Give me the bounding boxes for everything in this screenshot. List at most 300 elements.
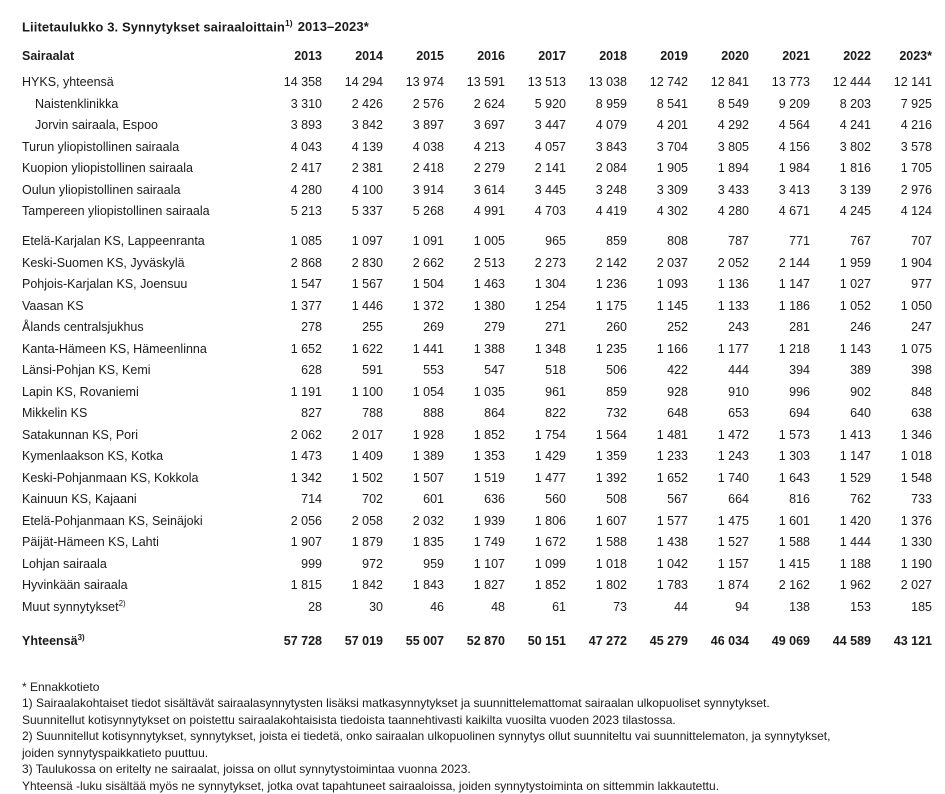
value-cell: 422 [667,363,688,378]
column-header-hospitals: Sairaalat [22,49,75,64]
value-cell: 827 [301,406,322,421]
value-cell: 714 [301,492,322,507]
value-cell: 4 201 [656,118,688,133]
value-cell: 636 [484,492,505,507]
value-cell: 3 897 [412,118,444,133]
value-cell: 2 032 [412,513,444,528]
footnote-line: joiden synnytyspaikkatieto puuttuu. [22,745,209,760]
column-header-year: 2013 [294,49,322,64]
value-cell: 2 513 [473,255,505,270]
value-cell: 1 438 [656,535,688,550]
value-cell: 1 353 [473,449,505,464]
value-cell: 732 [606,406,627,421]
hospital-name-cell: Ålands centralsjukhus [22,320,144,335]
footnote-line: 2) Suunnitellut kotisynnytykset, synnytykset, joista ei tiedetä, onko sairaalan ulkopuolinen synnytys ollut suunniteltu vai suunnittelematon, ja synnytykset, [22,729,831,744]
footnote-line: * Ennakkotieto [22,679,100,694]
hospital-name-cell: Muut synnytykset$^{2)}$ [22,598,126,614]
value-cell: 2 141 [534,161,566,176]
value-cell: 1 254 [534,298,566,313]
value-cell: 49 069 [771,633,810,648]
value-cell: 1 507 [412,470,444,485]
value-cell: 48 [491,599,505,614]
value-cell: 3 309 [656,182,688,197]
hospital-name-cell: Tampereen yliopistollinen sairaala [22,204,210,219]
value-cell: 1 529 [839,470,871,485]
value-cell: 3 433 [717,182,749,197]
value-cell: 138 [789,599,810,614]
value-cell: 247 [911,320,932,335]
table-row [22,93,932,115]
value-cell: 1 303 [778,449,810,464]
value-cell: 4 564 [778,118,810,133]
value-cell: 153 [850,599,871,614]
table-row [22,317,932,339]
value-cell: 4 213 [473,139,505,154]
value-cell: 965 [545,234,566,249]
value-cell: 1 441 [412,341,444,356]
value-cell: 1 879 [351,535,383,550]
value-cell: 2 027 [900,578,932,593]
value-cell: 1 359 [595,449,627,464]
column-header-year: 2023* [899,49,932,64]
value-cell: 859 [606,384,627,399]
hospital-name-cell: Turun yliopistollinen sairaala [22,139,180,154]
value-cell: 4 057 [534,139,566,154]
table-row [22,553,932,575]
value-cell: 1 377 [290,298,322,313]
value-cell: 46 [430,599,444,614]
value-cell: 1 392 [595,470,627,485]
value-cell: 94 [735,599,749,614]
value-cell: 560 [545,492,566,507]
value-cell: 1 907 [290,535,322,550]
value-cell: 959 [423,556,444,571]
value-cell: 252 [667,320,688,335]
column-header-year: 2018 [599,49,627,64]
value-cell: 816 [789,492,810,507]
hospital-name-cell: Päijät-Hämeen KS, Lahti [22,535,159,550]
value-cell: 3 614 [473,182,505,197]
value-cell: 14 294 [344,75,383,90]
hospital-name-cell: Pohjois-Karjalan KS, Joensuu [22,277,188,292]
value-cell: 1 346 [900,427,932,442]
value-cell: 1 473 [290,449,322,464]
value-cell: 9 209 [778,96,810,111]
value-cell: 1 233 [656,449,688,464]
value-cell: 1 962 [839,578,871,593]
value-cell: 1 852 [534,578,566,593]
hospital-name-cell: Keski-Pohjanmaan KS, Kokkola [22,470,199,485]
value-cell: 43 121 [893,633,932,648]
value-cell: 733 [911,492,932,507]
value-cell: 808 [667,234,688,249]
value-cell: 1 547 [290,277,322,292]
value-cell: 640 [850,406,871,421]
value-cell: 246 [850,320,871,335]
value-cell: 3 447 [534,118,566,133]
value-cell: 1 018 [900,449,932,464]
value-cell: 4 241 [839,118,871,133]
value-cell: 1 928 [412,427,444,442]
value-cell: 864 [484,406,505,421]
value-cell: 1 444 [839,535,871,550]
value-cell: 1 145 [656,298,688,313]
value-cell: 1 107 [473,556,505,571]
value-cell: 1 018 [595,556,627,571]
value-cell: 591 [362,363,383,378]
value-cell: 1 843 [412,578,444,593]
value-cell: 628 [301,363,322,378]
value-cell: 2 058 [351,513,383,528]
value-cell: 1 783 [656,578,688,593]
value-cell: 12 742 [649,75,688,90]
value-cell: 1 835 [412,535,444,550]
value-cell: 1 389 [412,449,444,464]
hospital-name-cell: Vaasan KS [22,298,84,313]
value-cell: 2 381 [351,161,383,176]
value-cell: 61 [552,599,566,614]
column-header-year: 2021 [782,49,810,64]
value-cell: 2 418 [412,161,444,176]
value-cell: 1 472 [717,427,749,442]
value-cell: 2 062 [290,427,322,442]
value-cell: 5 920 [534,96,566,111]
table-row [22,338,932,360]
value-cell: 1 191 [290,384,322,399]
value-cell: 28 [308,599,322,614]
value-cell: 44 [674,599,688,614]
value-cell: 8 203 [839,96,871,111]
value-cell: 1 754 [534,427,566,442]
value-cell: 1 564 [595,427,627,442]
column-header-year: 2017 [538,49,566,64]
hospital-name-cell: Mikkelin KS [22,406,88,421]
page-title-text: Liitetaulukko 3. Synnytykset sairaaloittain [22,19,285,35]
value-cell: 1 504 [412,277,444,292]
value-cell: 694 [789,406,810,421]
value-cell: 2 056 [290,513,322,528]
row-footnote-marker: 3) [77,632,85,642]
value-cell: 5 337 [351,204,383,219]
table-row [22,136,932,158]
value-cell: 55 007 [405,633,444,648]
table-row [22,424,932,446]
column-header-year: 2016 [477,49,505,64]
column-header-year: 2022 [843,49,871,64]
value-cell: 1 705 [900,161,932,176]
value-cell: 1 075 [900,341,932,356]
value-cell: 243 [728,320,749,335]
value-cell: 4 139 [351,139,383,154]
column-header-year: 2019 [660,49,688,64]
value-cell: 2 662 [412,255,444,270]
value-cell: 281 [789,320,810,335]
value-cell: 2 976 [900,182,932,197]
value-cell: 1 567 [351,277,383,292]
value-cell: 2 037 [656,255,688,270]
value-cell: 1 577 [656,513,688,528]
value-cell: 57 019 [344,633,383,648]
value-cell: 1 186 [778,298,810,313]
value-cell: 44 589 [832,633,871,648]
table-row [22,360,932,382]
value-cell: 1 894 [717,161,749,176]
value-cell: 5 213 [290,204,322,219]
value-cell: 8 549 [717,96,749,111]
value-cell: 13 974 [405,75,444,90]
value-cell: 1 027 [839,277,871,292]
footnote-line: Suunnitellut kotisynnytykset on poistettu sairaalakohtaisista tiedoista taannehtivasti kaikilta vuosilta vuoden 2023 tilastossa. [22,712,676,727]
value-cell: 1 093 [656,277,688,292]
value-cell: 1 802 [595,578,627,593]
table-row [22,252,932,274]
value-cell: 1 548 [900,470,932,485]
value-cell: 1 218 [778,341,810,356]
page-title [22,18,932,34]
value-cell: 1 959 [839,255,871,270]
value-cell: 1 446 [351,298,383,313]
value-cell: 2 576 [412,96,444,111]
value-cell: 3 914 [412,182,444,197]
value-cell: 2 417 [290,161,322,176]
value-cell: 547 [484,363,505,378]
table-row [22,158,932,180]
value-cell: 185 [911,599,932,614]
value-cell: 1 380 [473,298,505,313]
value-cell: 1 388 [473,341,505,356]
value-cell: 3 413 [778,182,810,197]
value-cell: 2 868 [290,255,322,270]
value-cell: 4 245 [839,204,871,219]
value-cell: 271 [545,320,566,335]
value-cell: 3 697 [473,118,505,133]
value-cell: 4 292 [717,118,749,133]
value-cell: 1 475 [717,513,749,528]
value-cell: 3 310 [290,96,322,111]
value-cell: 13 591 [466,75,505,90]
hospital-name-cell: Yhteensä$^{3)}$ [22,632,85,648]
value-cell: 14 358 [283,75,322,90]
value-cell: 444 [728,363,749,378]
value-cell: 1 091 [412,234,444,249]
value-cell: 260 [606,320,627,335]
value-cell: 255 [362,320,383,335]
value-cell: 762 [850,492,871,507]
value-cell: 1 136 [717,277,749,292]
value-cell: 1 842 [351,578,383,593]
value-cell: 1 147 [839,449,871,464]
value-cell: 648 [667,406,688,421]
value-cell: 4 079 [595,118,627,133]
table-row [22,446,932,468]
column-header-year: 2020 [721,49,749,64]
value-cell: 1 481 [656,427,688,442]
value-cell: 30 [369,599,383,614]
table-row [22,295,932,317]
value-cell: 506 [606,363,627,378]
value-cell: 1 054 [412,384,444,399]
value-cell: 57 728 [283,633,322,648]
value-cell: 4 156 [778,139,810,154]
value-cell: 1 607 [595,513,627,528]
hospital-name-cell: Kuopion yliopistollinen sairaala [22,161,193,176]
value-cell: 1 463 [473,277,505,292]
footnote-line: 3) Taulukossa on eritelty ne sairaalat, joissa on ollut synnytystoimintaa vuonna 2023. [22,762,471,777]
value-cell: 3 843 [595,139,627,154]
table-row [22,201,932,223]
value-cell: 1 672 [534,535,566,550]
value-cell: 1 601 [778,513,810,528]
value-cell: 664 [728,492,749,507]
hospital-name-cell: Jorvin sairaala, Espoo [35,118,158,133]
value-cell: 787 [728,234,749,249]
table-row [22,115,932,137]
value-cell: 47 272 [588,633,627,648]
footnote-line: Yhteensä -luku sisältää myös ne synnytykset, jotka ovat tapahtuneet sairaaloissa, joiden synnytystoiminta on sittemmin lakkautettu. [22,778,720,793]
value-cell: 1 749 [473,535,505,550]
value-cell: 1 827 [473,578,505,593]
value-cell: 2 017 [351,427,383,442]
value-cell: 1 852 [473,427,505,442]
value-cell: 8 541 [656,96,688,111]
value-cell: 4 280 [717,204,749,219]
column-header-year: 2014 [355,49,383,64]
value-cell: 1 420 [839,513,871,528]
value-cell: 4 302 [656,204,688,219]
value-cell: 12 841 [710,75,749,90]
value-cell: 52 870 [466,633,505,648]
value-cell: 13 038 [588,75,627,90]
value-cell: 1 085 [290,234,322,249]
value-cell: 928 [667,384,688,399]
value-cell: 278 [301,320,322,335]
value-cell: 4 100 [351,182,383,197]
value-cell: 1 643 [778,470,810,485]
value-cell: 3 893 [290,118,322,133]
value-cell: 1 243 [717,449,749,464]
value-cell: 1 519 [473,470,505,485]
value-cell: 1 588 [595,535,627,550]
hospital-name-cell: Lohjan sairaala [22,556,107,571]
hospital-name-cell: Länsi-Pohjan KS, Kemi [22,363,151,378]
value-cell: 1 652 [290,341,322,356]
table-header-row [22,44,932,72]
value-cell: 1 304 [534,277,566,292]
value-cell: 7 925 [900,96,932,111]
value-cell: 1 348 [534,341,566,356]
value-cell: 1 133 [717,298,749,313]
value-cell: 1 376 [900,513,932,528]
value-cell: 4 216 [900,118,932,133]
value-cell: 972 [362,556,383,571]
births-by-hospital-table [22,44,932,652]
hospital-name-cell: Oulun yliopistollinen sairaala [22,182,181,197]
value-cell: 269 [423,320,444,335]
value-cell: 13 513 [527,75,566,90]
value-cell: 1 177 [717,341,749,356]
value-cell: 45 279 [649,633,688,648]
table-row [22,467,932,489]
value-cell: 1 147 [778,277,810,292]
value-cell: 4 991 [473,204,505,219]
row-footnote-marker: 2) [118,598,126,608]
value-cell: 4 124 [900,204,932,219]
value-cell: 653 [728,406,749,421]
value-cell: 1 342 [290,470,322,485]
value-cell: 1 143 [839,341,871,356]
value-cell: 1 874 [717,578,749,593]
value-cell: 1 573 [778,427,810,442]
value-cell: 601 [423,492,444,507]
value-cell: 1 415 [778,556,810,571]
value-cell: 4 038 [412,139,444,154]
value-cell: 902 [850,384,871,399]
value-cell: 2 279 [473,161,505,176]
value-cell: 3 445 [534,182,566,197]
value-cell: 1 502 [351,470,383,485]
value-cell: 4 280 [290,182,322,197]
value-cell: 46 034 [710,633,749,648]
value-cell: 1 157 [717,556,749,571]
value-cell: 1 622 [351,341,383,356]
hospital-name-cell: Etelä-Pohjanmaan KS, Seinäjoki [22,513,203,528]
table-row [22,72,932,94]
value-cell: 1 236 [595,277,627,292]
value-cell: 638 [911,406,932,421]
value-cell: 1 939 [473,513,505,528]
title-year-range: 2013–2023* [297,19,369,35]
value-cell: 1 235 [595,341,627,356]
value-cell: 12 444 [832,75,871,90]
hospital-name-cell: Kymenlaakson KS, Kotka [22,449,164,464]
value-cell: 5 268 [412,204,444,219]
value-cell: 888 [423,406,444,421]
value-cell: 1 166 [656,341,688,356]
value-cell: 859 [606,234,627,249]
value-cell: 4 703 [534,204,566,219]
footnotes [22,679,932,794]
value-cell: 518 [545,363,566,378]
value-cell: 1 527 [717,535,749,550]
value-cell: 1 984 [778,161,810,176]
value-cell: 1 188 [839,556,871,571]
value-cell: 707 [911,234,932,249]
table-row [22,489,932,511]
title-footnote-marker: 1) [284,18,293,28]
value-cell: 996 [789,384,810,399]
value-cell: 1 042 [656,556,688,571]
value-cell: 2 084 [595,161,627,176]
value-cell: 1 005 [473,234,505,249]
value-cell: 3 139 [839,182,871,197]
value-cell: 771 [789,234,810,249]
value-cell: 822 [545,406,566,421]
value-cell: 2 142 [595,255,627,270]
value-cell: 4 671 [778,204,810,219]
value-cell: 4 419 [595,204,627,219]
hospital-name-cell: Etelä-Karjalan KS, Lappeenranta [22,234,205,249]
value-cell: 567 [667,492,688,507]
hospital-name-cell: Keski-Suomen KS, Jyväskylä [22,255,185,270]
value-cell: 1 190 [900,556,932,571]
value-cell: 2 273 [534,255,566,270]
table-body [22,72,932,652]
hospital-name-cell: Hyvinkään sairaala [22,578,128,593]
table-row [22,575,932,597]
table-row [22,532,932,554]
value-cell: 3 805 [717,139,749,154]
column-header-year: 2015 [416,49,444,64]
